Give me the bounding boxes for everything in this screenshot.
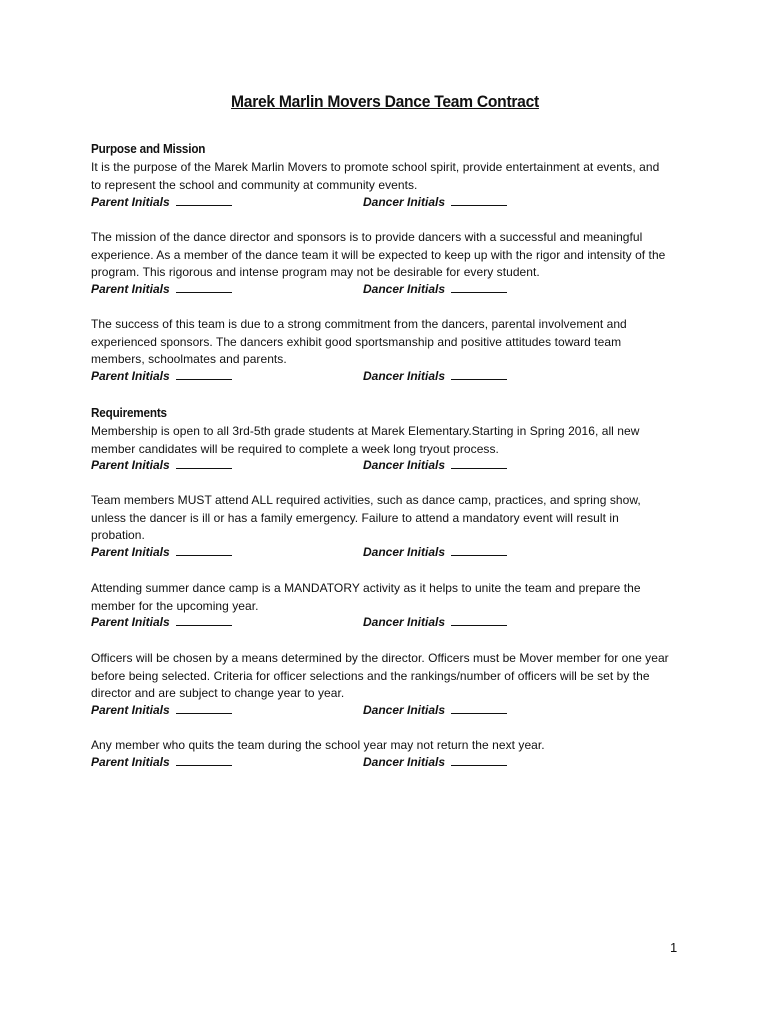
- parent-initials-blank[interactable]: [176, 545, 232, 556]
- dancer-initials-label: Dancer Initials: [363, 282, 446, 296]
- parent-initials-blank[interactable]: [176, 282, 232, 293]
- dancer-initials-field[interactable]: [363, 615, 507, 629]
- paragraph-line: Team members MUST attend ALL required activities, such as dance camp, practices, and spring show,: [91, 493, 641, 507]
- paragraph-line: before being selected. Criteria for officer selections and the rankings/number of officers will be set by the: [91, 668, 650, 683]
- dancer-initials-label: Dancer Initials: [363, 195, 446, 209]
- paragraph-line: program. This rigorous and intense program may not be desirable for every student.: [91, 265, 540, 279]
- dancer-initials-blank[interactable]: [451, 369, 507, 380]
- initials-row: [91, 615, 691, 632]
- dancer-initials-label: Dancer Initials: [363, 458, 446, 472]
- parent-initials-blank[interactable]: [176, 703, 232, 714]
- dancer-initials-label: Dancer Initials: [363, 545, 446, 559]
- paragraph-line: Membership is open to all 3rd-5th grade students at Marek Elementary.Starting in Spring 2016, all new: [91, 424, 640, 438]
- parent-initials-label: Parent Initials: [91, 458, 170, 472]
- initials-row: [91, 282, 691, 299]
- dancer-initials-blank[interactable]: [451, 458, 507, 469]
- section-heading-requirements: Requirements: [91, 405, 167, 420]
- parent-initials-field[interactable]: [91, 615, 232, 629]
- parent-initials-label: Parent Initials: [91, 369, 170, 383]
- dancer-initials-field[interactable]: [363, 545, 507, 559]
- initials-row: [91, 195, 691, 212]
- paragraph-line: member for the upcoming year.: [91, 598, 259, 613]
- paragraph-attendance: [91, 492, 691, 545]
- parent-initials-label: Parent Initials: [91, 195, 170, 209]
- parent-initials-field[interactable]: [91, 195, 232, 209]
- initials-row: [91, 369, 691, 386]
- paragraph-purpose: [91, 159, 691, 194]
- parent-initials-label: Parent Initials: [91, 703, 170, 717]
- parent-initials-blank[interactable]: [176, 195, 232, 206]
- paragraph-line: The mission of the dance director and sponsors is to provide dancers with a successful and meaningful: [91, 230, 643, 244]
- dancer-initials-field[interactable]: [363, 282, 507, 296]
- dancer-initials-blank[interactable]: [451, 282, 507, 293]
- paragraph-membership: [91, 423, 691, 458]
- parent-initials-blank[interactable]: [176, 458, 232, 469]
- paragraph-line: Attending summer dance camp is a MANDATORY activity as it helps to unite the team and prepare the: [91, 581, 641, 595]
- parent-initials-field[interactable]: [91, 703, 232, 717]
- parent-initials-label: Parent Initials: [91, 615, 170, 629]
- parent-initials-label: Parent Initials: [91, 282, 170, 296]
- paragraph-line: member candidates will be required to complete a week long tryout process.: [91, 441, 499, 456]
- dancer-initials-blank[interactable]: [451, 195, 507, 206]
- dancer-initials-field[interactable]: [363, 195, 507, 209]
- dancer-initials-blank[interactable]: [451, 615, 507, 626]
- dancer-initials-field[interactable]: [363, 369, 507, 383]
- section-heading-purpose: Purpose and Mission: [91, 141, 206, 156]
- initials-row: [91, 545, 691, 562]
- page-number: 1: [670, 940, 678, 955]
- parent-initials-field[interactable]: [91, 545, 232, 559]
- dancer-initials-label: Dancer Initials: [363, 615, 446, 629]
- parent-initials-field[interactable]: [91, 458, 232, 472]
- paragraph-success: [91, 316, 691, 369]
- paragraph-officers: [91, 650, 691, 703]
- paragraph-line: It is the purpose of the Marek Marlin Movers to promote school spirit, provide entertainment at events, and: [91, 160, 660, 174]
- dancer-initials-label: Dancer Initials: [363, 703, 446, 717]
- paragraph-line: Any member who quits the team during the school year may not return the next year.: [91, 738, 545, 752]
- parent-initials-label: Parent Initials: [91, 755, 170, 769]
- paragraph-line: experienced sponsors. The dancers exhibit good sportsmanship and positive attitudes toward team: [91, 334, 622, 349]
- parent-initials-blank[interactable]: [176, 369, 232, 380]
- paragraph-dance-camp: [91, 580, 691, 615]
- dancer-initials-blank[interactable]: [451, 545, 507, 556]
- initials-row: [91, 755, 691, 772]
- paragraph-line: members, schoolmates and parents.: [91, 352, 287, 366]
- document-title: Marek Marlin Movers Dance Team Contract: [231, 92, 539, 111]
- paragraph-line: The success of this team is due to a strong commitment from the dancers, parental involvement and: [91, 317, 627, 331]
- parent-initials-field[interactable]: [91, 369, 232, 383]
- dancer-initials-field[interactable]: [363, 755, 507, 769]
- parent-initials-field[interactable]: [91, 282, 232, 296]
- parent-initials-blank[interactable]: [176, 615, 232, 626]
- paragraph-line: unless the dancer is ill or has a family emergency. Failure to attend a mandatory event will result in: [91, 510, 619, 525]
- parent-initials-blank[interactable]: [176, 755, 232, 766]
- paragraph-line: probation.: [91, 528, 145, 542]
- paragraph-line: Officers will be chosen by a means determined by the director. Officers must be Mover member for one year: [91, 651, 669, 665]
- dancer-initials-field[interactable]: [363, 458, 507, 472]
- dancer-initials-label: Dancer Initials: [363, 755, 446, 769]
- paragraph-mission: [91, 229, 691, 282]
- dancer-initials-label: Dancer Initials: [363, 369, 446, 383]
- dancer-initials-blank[interactable]: [451, 703, 507, 714]
- paragraph-line: to represent the school and community at community events.: [91, 177, 418, 192]
- paragraph-line: experience. As a member of the dance team it will be expected to keep up with the rigor and intensity of the: [91, 247, 666, 262]
- paragraph-line: director and are subject to change year to year.: [91, 686, 345, 700]
- paragraph-quitting: [91, 737, 691, 755]
- parent-initials-label: Parent Initials: [91, 545, 170, 559]
- initials-row: [91, 458, 691, 475]
- dancer-initials-blank[interactable]: [451, 755, 507, 766]
- parent-initials-field[interactable]: [91, 755, 232, 769]
- dancer-initials-field[interactable]: [363, 703, 507, 717]
- initials-row: [91, 703, 691, 720]
